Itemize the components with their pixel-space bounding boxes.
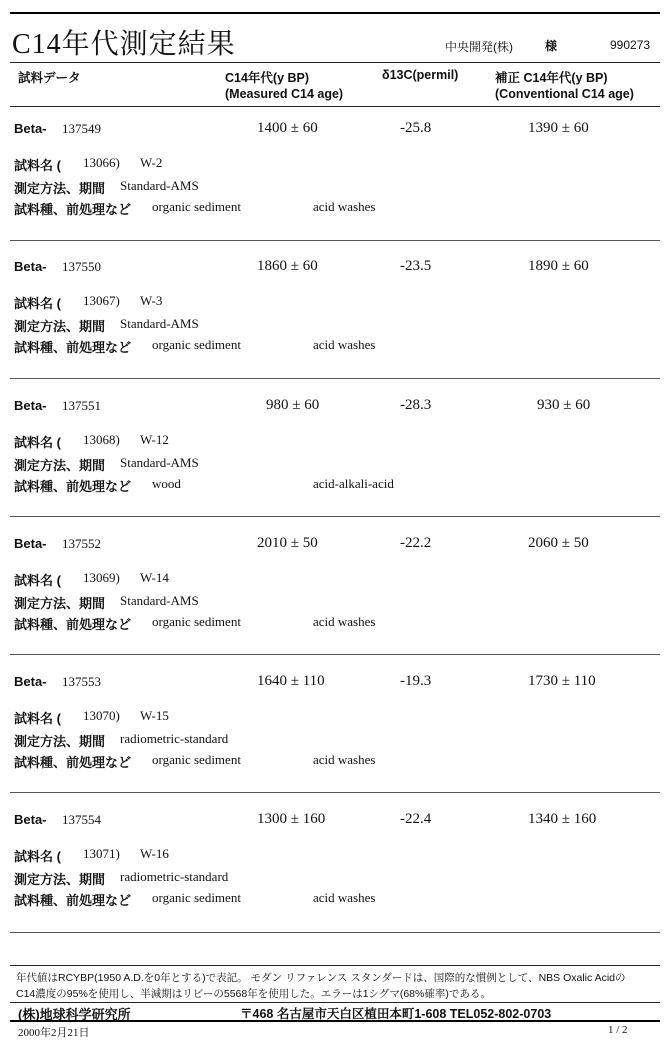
material-value: organic sediment: [152, 337, 241, 352]
sample-block-4: [0, 533, 670, 653]
col-conventional-subheader: (Conventional C14 age): [495, 87, 634, 101]
method-label: 測定方法、期間: [14, 596, 106, 611]
material-value: wood: [152, 476, 181, 491]
sample-number: 13070): [83, 708, 120, 723]
measured-age: 2010 ± 50: [257, 535, 318, 551]
delta-13c: -23.5: [400, 258, 432, 274]
delta-13c: -19.3: [400, 673, 432, 689]
beta-label: Beta-: [14, 812, 47, 827]
separator-rule: [10, 654, 660, 655]
pretreatment-label: 試料種、前処理など: [14, 617, 132, 632]
pretreatment-label: 試料種、前処理など: [14, 755, 132, 770]
client-name: 中央開発(株): [445, 40, 513, 54]
sample-name: W-12: [140, 432, 169, 447]
pretreatment-label: 試料種、前処理など: [14, 202, 132, 217]
measured-age: 980 ± 60: [266, 397, 320, 413]
report-date: 2000年2月21日: [18, 1027, 90, 1039]
measured-age: 1640 ± 110: [257, 673, 325, 689]
sample-name-label: 試料名 (: [14, 296, 61, 311]
notes-top-rule: [10, 965, 660, 966]
method-value: Standard-AMS: [120, 593, 199, 608]
sample-block-2: [0, 256, 670, 376]
material-value: organic sediment: [152, 614, 241, 629]
col-measured-header: C14年代(y BP): [225, 71, 310, 85]
sample-name-label: 試料名 (: [14, 435, 61, 450]
note-line-1: 年代値はRCYBP(1950 A.D.を0年とする)で表記。 モダン リファレンス スタンダードは、国際的な慣例として、NBS Oxalic Acidの: [16, 972, 626, 984]
sample-block-6: [0, 809, 670, 929]
beta-number: 137550: [62, 259, 101, 274]
treatment-value: acid washes: [313, 614, 376, 629]
sample-name: W-14: [140, 570, 169, 585]
delta-13c: -25.8: [400, 120, 432, 136]
sample-name-label: 試料名 (: [14, 573, 61, 588]
beta-number: 137554: [62, 812, 101, 827]
sample-block-5: [0, 671, 670, 791]
beta-label: Beta-: [14, 121, 47, 136]
footer-separator: [10, 932, 660, 933]
sample-number: 13066): [83, 155, 120, 170]
conventional-age: 1730 ± 110: [528, 673, 596, 689]
method-value: radiometric-standard: [120, 869, 229, 884]
conventional-age: 1390 ± 60: [528, 120, 589, 136]
delta-13c: -22.4: [400, 811, 432, 827]
method-label: 測定方法、期間: [14, 181, 106, 196]
conventional-age: 1340 ± 160: [528, 811, 597, 827]
treatment-value: acid washes: [313, 337, 376, 352]
delta-13c: -28.3: [400, 397, 432, 413]
sample-number: 13071): [83, 846, 120, 861]
page-number: 1 / 2: [608, 1024, 628, 1036]
sample-name-label: 試料名 (: [14, 711, 61, 726]
page-title: C14年代測定結果: [12, 29, 236, 60]
material-value: organic sediment: [152, 890, 241, 905]
separator-rule: [10, 240, 660, 241]
beta-number: 137549: [62, 121, 101, 136]
beta-number: 137552: [62, 536, 101, 551]
notes-bottom-rule: [10, 1002, 660, 1003]
treatment-value: acid washes: [313, 890, 376, 905]
sample-name-label: 試料名 (: [14, 158, 61, 173]
note-line-2: C14濃度の95%を使用し、半減期はリビーの5568年を使用した。エラーは1シグマ(68%確率)である。: [16, 988, 491, 1000]
method-label: 測定方法、期間: [14, 458, 106, 473]
method-value: Standard-AMS: [120, 455, 199, 470]
header-rule: [10, 62, 660, 63]
sample-name: W-3: [140, 293, 163, 308]
material-value: organic sediment: [152, 199, 241, 214]
beta-label: Beta-: [14, 259, 47, 274]
beta-label: Beta-: [14, 674, 47, 689]
method-label: 測定方法、期間: [14, 734, 106, 749]
sample-block-1: [0, 118, 670, 238]
sample-name: W-16: [140, 846, 169, 861]
beta-label: Beta-: [14, 398, 47, 413]
bottom-rule: [10, 1020, 660, 1022]
sample-name: W-2: [140, 155, 163, 170]
conventional-age: 930 ± 60: [537, 397, 591, 413]
measured-age: 1400 ± 60: [257, 120, 318, 136]
method-label: 測定方法、期間: [14, 319, 106, 334]
sample-block-3: [0, 395, 670, 515]
separator-rule: [10, 792, 660, 793]
col-measured-subheader: (Measured C14 age): [225, 87, 344, 101]
method-value: Standard-AMS: [120, 316, 199, 331]
sample-number: 13067): [83, 293, 120, 308]
pretreatment-label: 試料種、前処理など: [14, 893, 132, 908]
method-value: Standard-AMS: [120, 178, 199, 193]
beta-label: Beta-: [14, 536, 47, 551]
honorific: 様: [545, 39, 558, 53]
measured-age: 1300 ± 160: [257, 811, 326, 827]
separator-rule: [10, 516, 660, 517]
treatment-value: acid washes: [313, 752, 376, 767]
pretreatment-label: 試料種、前処理など: [14, 479, 132, 494]
measured-age: 1860 ± 60: [257, 258, 318, 274]
col-delta-header: δ13C(permil): [382, 68, 459, 82]
report-number: 990273: [610, 38, 651, 52]
method-label: 測定方法、期間: [14, 872, 106, 887]
top-rule: [10, 12, 660, 14]
separator-rule: [10, 378, 660, 379]
sample-number: 13068): [83, 432, 120, 447]
col-sample-header: 試料データ: [18, 71, 81, 85]
conventional-age: 1890 ± 60: [528, 258, 589, 274]
company-address: 〒468 名古屋市天白区植田本町1-608 TEL052-802-0703: [240, 1007, 552, 1021]
material-value: organic sediment: [152, 752, 241, 767]
beta-number: 137553: [62, 674, 101, 689]
delta-13c: -22.2: [400, 535, 432, 551]
sample-name-label: 試料名 (: [14, 849, 61, 864]
company-name: (株)地球科学研究所: [18, 1007, 131, 1022]
pretreatment-label: 試料種、前処理など: [14, 340, 132, 355]
treatment-value: acid-alkali-acid: [313, 476, 394, 491]
conventional-age: 2060 ± 50: [528, 535, 589, 551]
treatment-value: acid washes: [313, 199, 376, 214]
col-conventional-header: 補正 C14年代(y BP): [495, 71, 608, 85]
sample-name: W-15: [140, 708, 169, 723]
sample-number: 13069): [83, 570, 120, 585]
method-value: radiometric-standard: [120, 731, 229, 746]
beta-number: 137551: [62, 398, 101, 413]
column-header-rule: [10, 106, 660, 107]
